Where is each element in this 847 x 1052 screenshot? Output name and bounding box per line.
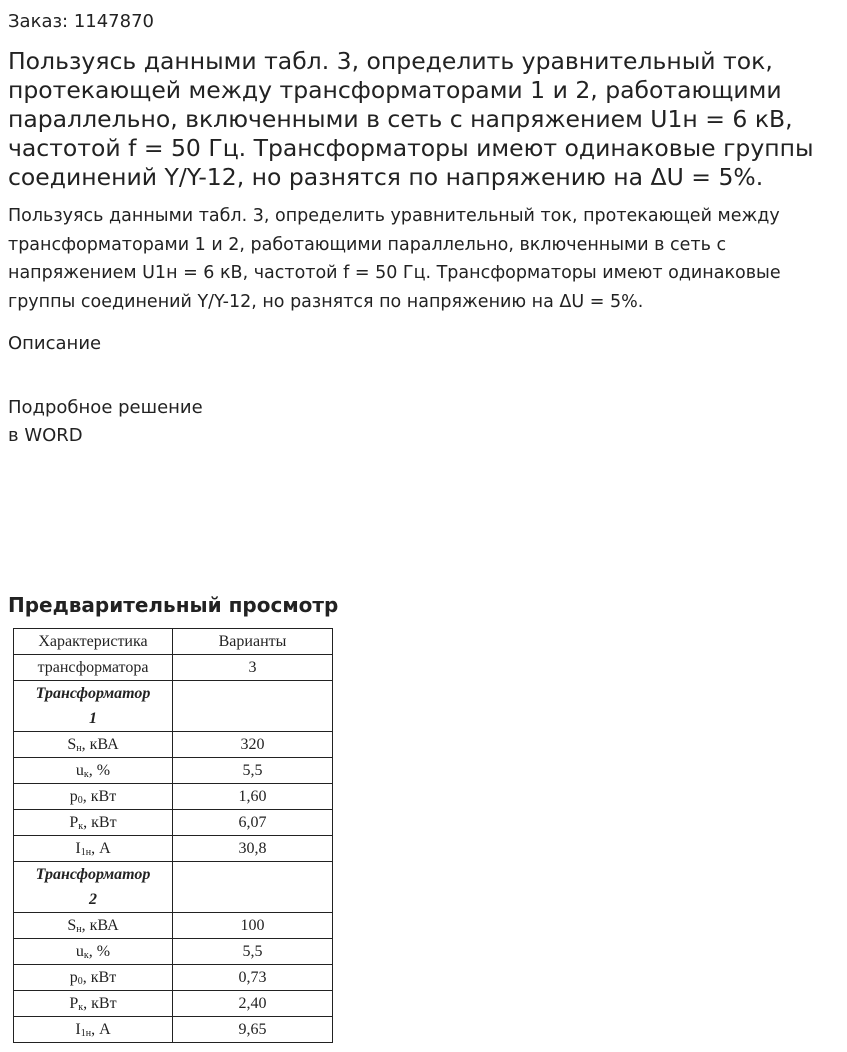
- param-cell: [14, 810, 173, 836]
- solution-line-2: в WORD: [8, 425, 83, 446]
- param-subscript: 1н: [80, 847, 92, 858]
- section-description-label: Описание: [8, 333, 102, 354]
- param-unit: , кВт: [83, 814, 117, 831]
- param-symbol: P: [69, 814, 79, 831]
- group-empty-cell: [173, 862, 333, 913]
- task-description: Пользуясь данными табл. 3, определить уравнительный ток, протекающей между трансформаторами 1 и 2, работающими параллельно, включенными в сеть с напряжением U1н = 6 кВ, частотой f = 50 Гц. Трансформаторы имеют одинаковые группы соединений Y/Y-12, но разнятся по напряжению на ΔU = 5%.: [8, 206, 781, 312]
- table-row: [14, 732, 333, 758]
- param-subscript: 1н: [80, 1028, 92, 1039]
- value-cell: 30,8: [173, 836, 333, 862]
- param-subscript: н: [76, 743, 82, 754]
- param-subscript: н: [76, 924, 82, 935]
- preview-heading: Предварительный просмотр: [8, 593, 339, 617]
- param-unit: , %: [88, 762, 111, 779]
- group-title-line-1: Трансформатор: [35, 685, 151, 702]
- param-cell: [14, 784, 173, 810]
- param-cell: [14, 939, 173, 965]
- param-symbol: I: [75, 1021, 81, 1038]
- value-cell: 9,65: [173, 1017, 333, 1043]
- header-variants: Варианты: [173, 629, 333, 655]
- table-row: [14, 939, 333, 965]
- table-row: [14, 965, 333, 991]
- param-symbol: I: [75, 840, 81, 857]
- order-number: Заказ: 1147870: [8, 11, 154, 32]
- param-cell: [14, 836, 173, 862]
- param-cell: [14, 1017, 173, 1043]
- param-subscript: к: [78, 821, 84, 832]
- group-row-transformer-1: [14, 681, 333, 732]
- header-variant-number: 3: [173, 655, 333, 681]
- group-row-transformer-2: [14, 862, 333, 913]
- param-cell: [14, 913, 173, 939]
- param-unit: , %: [88, 943, 111, 960]
- group-empty-cell: [173, 681, 333, 732]
- table-row: [14, 810, 333, 836]
- table-row: [14, 836, 333, 862]
- value-cell: 5,5: [173, 758, 333, 784]
- group-title-line-2: 1: [89, 710, 97, 727]
- param-cell: [14, 991, 173, 1017]
- value-cell: 1,60: [173, 784, 333, 810]
- task-title: Пользуясь данными табл. 3, определить уравнительный ток, протекающей между трансформаторами 1 и 2, работающими параллельно, включенными в сеть с напряжением U1н = 6 кВ, частотой f = 50 Гц. Трансформаторы имеют одинаковые группы соединений Y/Y-12, но разнятся по напряжению на ΔU = 5%.: [8, 47, 814, 191]
- solution-line-1: Подробное решение: [8, 397, 203, 418]
- param-unit: , кВА: [81, 917, 119, 934]
- param-subscript: 0: [77, 795, 83, 806]
- param-subscript: к: [83, 950, 89, 961]
- param-symbol: u: [75, 943, 84, 960]
- param-unit: , кВт: [82, 969, 117, 986]
- param-subscript: к: [78, 1002, 84, 1013]
- value-cell: 100: [173, 913, 333, 939]
- param-unit: , А: [91, 1021, 111, 1038]
- group-title-line-1: Трансформатор: [35, 866, 151, 883]
- group-title-line-2: 2: [89, 891, 97, 908]
- specs-table: [13, 628, 333, 1043]
- group-title: [14, 862, 173, 913]
- param-subscript: к: [83, 769, 89, 780]
- value-cell: 2,40: [173, 991, 333, 1017]
- table-header-row: [14, 655, 333, 681]
- table-header-row: [14, 629, 333, 655]
- group-title: [14, 681, 173, 732]
- param-unit: , кВА: [81, 736, 119, 753]
- param-unit: , кВт: [83, 995, 117, 1012]
- param-symbol: P: [69, 995, 79, 1012]
- param-subscript: 0: [77, 976, 83, 987]
- param-symbol: p: [69, 969, 78, 986]
- param-symbol: p: [69, 788, 78, 805]
- table-row: [14, 758, 333, 784]
- param-cell: [14, 732, 173, 758]
- table-row: [14, 991, 333, 1017]
- param-unit: , А: [91, 840, 111, 857]
- table-row: [14, 784, 333, 810]
- param-cell: [14, 965, 173, 991]
- value-cell: 0,73: [173, 965, 333, 991]
- table-row: [14, 913, 333, 939]
- value-cell: 5,5: [173, 939, 333, 965]
- param-symbol: S: [67, 917, 77, 934]
- value-cell: 320: [173, 732, 333, 758]
- param-cell: [14, 758, 173, 784]
- header-characteristic-bottom: трансформатора: [14, 655, 173, 681]
- param-symbol: u: [75, 762, 84, 779]
- param-symbol: S: [67, 736, 77, 753]
- param-unit: , кВт: [82, 788, 117, 805]
- solution-note: [8, 394, 203, 450]
- table-row: [14, 1017, 333, 1043]
- header-characteristic-top: Характеристика: [14, 629, 173, 655]
- value-cell: 6,07: [173, 810, 333, 836]
